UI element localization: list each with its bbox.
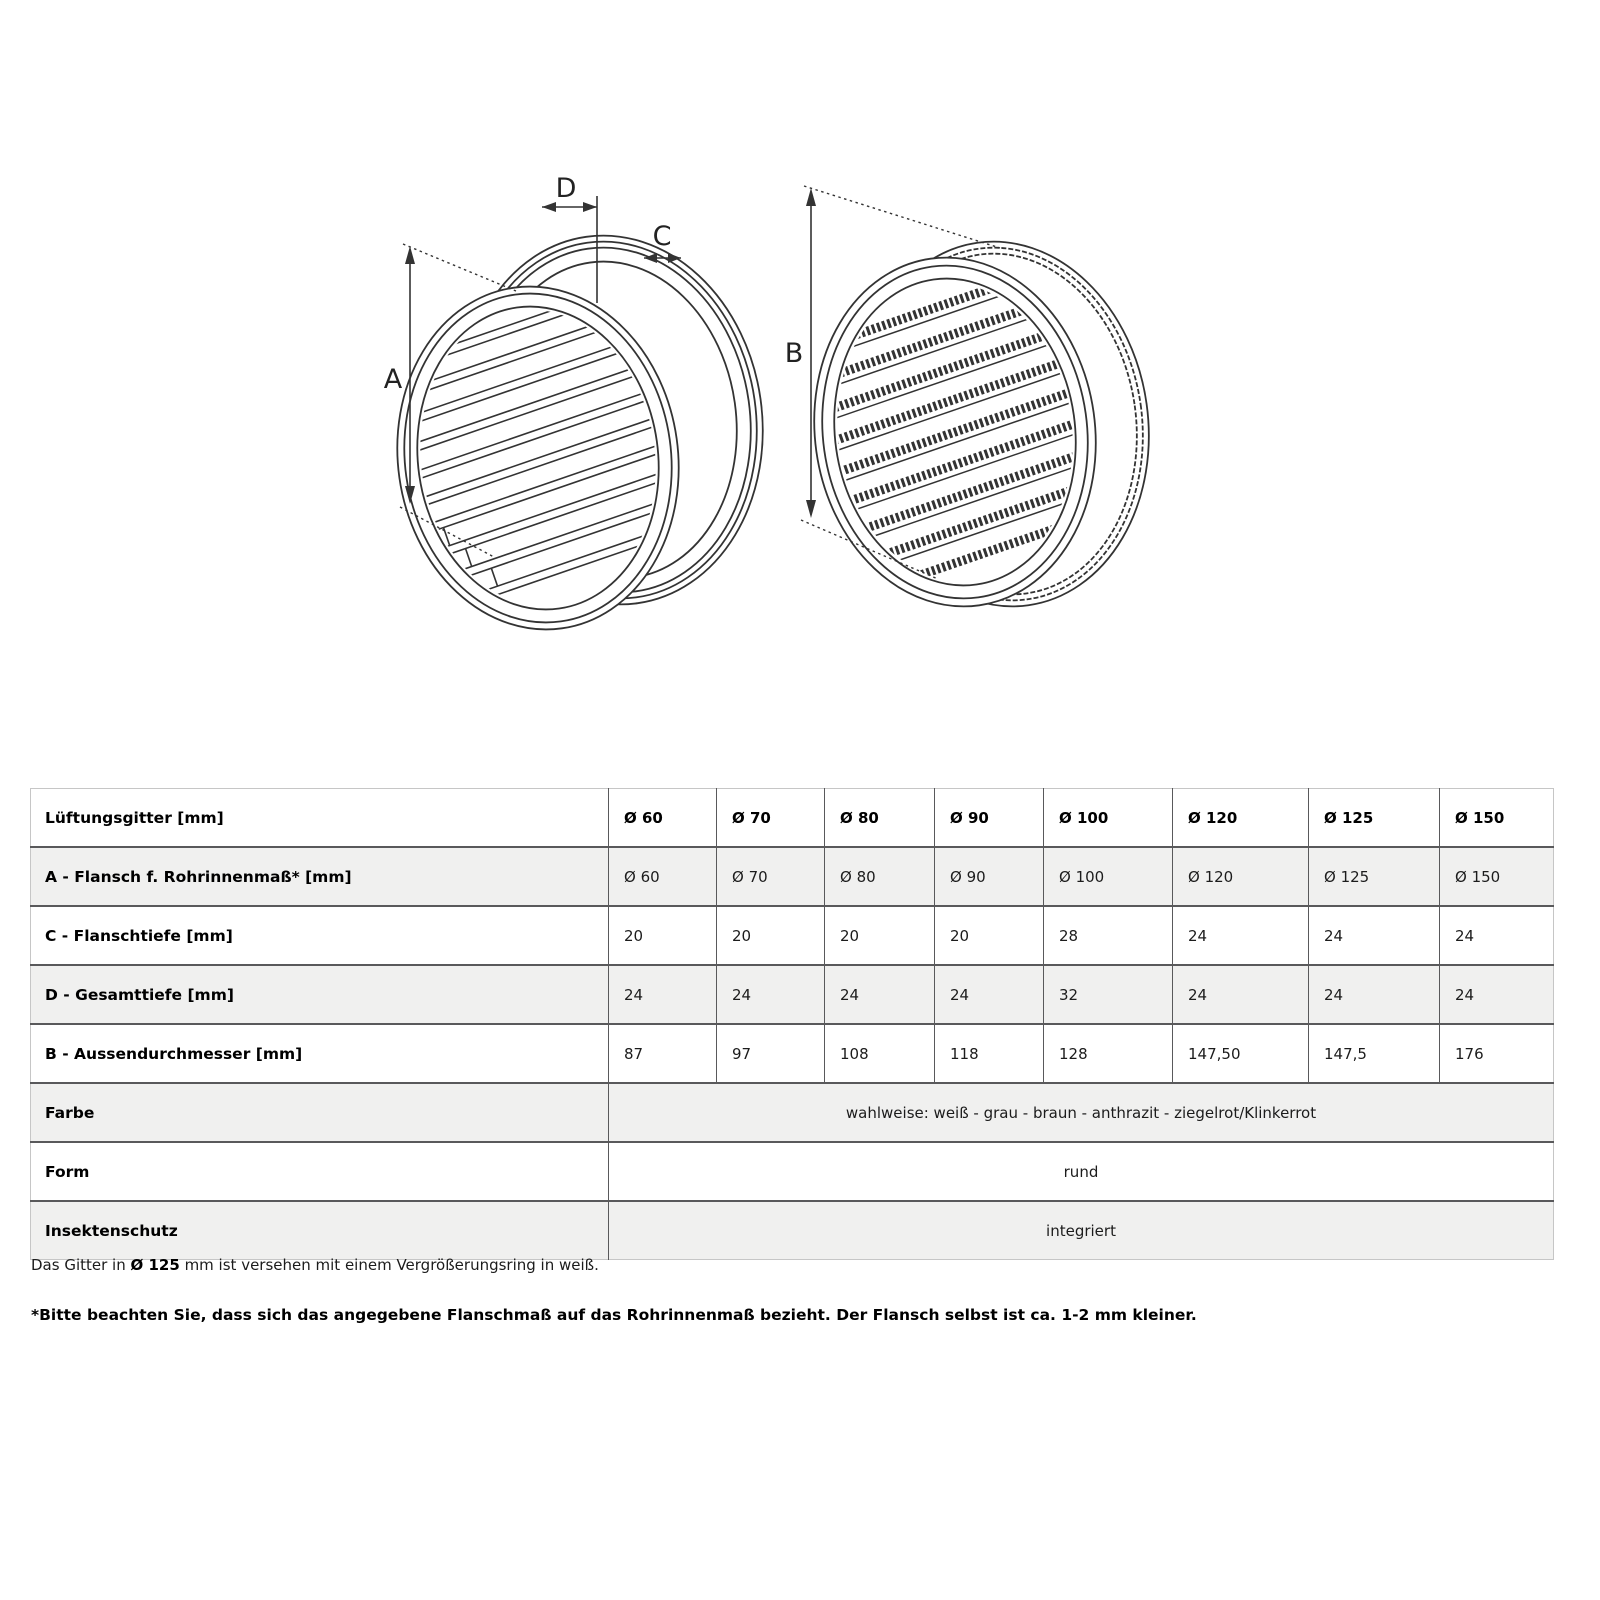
cell: Ø 150 <box>1440 847 1554 906</box>
cell: Ø 90 <box>935 847 1044 906</box>
row-label: A - Flansch f. Rohrinnenmaß* [mm] <box>31 847 609 906</box>
cell: 20 <box>717 906 825 965</box>
dimension-label-a: A <box>383 364 403 395</box>
technical-drawing <box>0 0 1600 720</box>
table-row-farbe <box>31 1083 1554 1142</box>
note-enlargement-ring <box>31 1256 599 1274</box>
table-row-aussendurchmesser <box>31 1024 1554 1083</box>
header-col: Ø 70 <box>717 789 825 848</box>
cell: 24 <box>717 965 825 1024</box>
header-label: Lüftungsgitter [mm] <box>45 808 224 827</box>
note1-suffix: mm ist versehen mit einem Vergrößerungsring in weiß. <box>179 1256 599 1274</box>
cell: 24 <box>1173 965 1309 1024</box>
cell: Ø 125 <box>1309 847 1440 906</box>
dimension-label-b: B <box>784 338 804 369</box>
cell: Ø 80 <box>825 847 935 906</box>
cell: Ø 70 <box>717 847 825 906</box>
vent-grille-diagram <box>0 0 1600 720</box>
row-label: D - Gesamttiefe [mm] <box>31 965 609 1024</box>
header-col: Ø 90 <box>935 789 1044 848</box>
cell: 24 <box>1309 906 1440 965</box>
merged-value-form: rund <box>609 1142 1554 1201</box>
cell: 118 <box>935 1024 1044 1083</box>
spec-table <box>30 788 1554 1260</box>
merged-value-insektenschutz: integriert <box>609 1201 1554 1260</box>
merged-value-farbe: wahlweise: weiß - grau - braun - anthrazit - ziegelrot/Klinkerrot <box>609 1083 1554 1142</box>
table-row-gesamttiefe <box>31 965 1554 1024</box>
cell: 87 <box>609 1024 717 1083</box>
cell: 147,50 <box>1173 1024 1309 1083</box>
header-col: Ø 125 <box>1309 789 1440 848</box>
cell: 24 <box>1440 906 1554 965</box>
cell: 28 <box>1044 906 1173 965</box>
cell: 24 <box>825 965 935 1024</box>
table-row-insektenschutz <box>31 1201 1554 1260</box>
table-row-flanschtiefe <box>31 906 1554 965</box>
cell: 24 <box>1309 965 1440 1024</box>
note1-diameter: Ø 125 <box>130 1256 180 1274</box>
table-header-row <box>31 789 1554 848</box>
table-row-form <box>31 1142 1554 1201</box>
row-label: B - Aussendurchmesser [mm] <box>31 1024 609 1083</box>
cell: 24 <box>1173 906 1309 965</box>
cell: 20 <box>825 906 935 965</box>
right-grille-drawing <box>768 223 1172 626</box>
cell: 24 <box>935 965 1044 1024</box>
cell: 176 <box>1440 1024 1554 1083</box>
row-label: C - Flanschtiefe [mm] <box>31 906 609 965</box>
header-col: Ø 80 <box>825 789 935 848</box>
header-col: Ø 120 <box>1173 789 1309 848</box>
header-col: Ø 150 <box>1440 789 1554 848</box>
header-col: Ø 100 <box>1044 789 1173 848</box>
cell: 32 <box>1044 965 1173 1024</box>
cell: Ø 100 <box>1044 847 1173 906</box>
left-grille-drawing <box>345 216 787 648</box>
dimension-label-c: C <box>652 221 672 252</box>
note1-prefix: Das Gitter in <box>31 1256 131 1274</box>
cell: 97 <box>717 1024 825 1083</box>
note-flange-size: *Bitte beachten Sie, dass sich das angegebene Flanschmaß auf das Rohrinnenmaß bezieht. Der Flansch selbst ist ca. 1-2 mm kleiner. <box>31 1306 1197 1324</box>
cell: 128 <box>1044 1024 1173 1083</box>
row-label: Farbe <box>31 1083 609 1142</box>
header-col: Ø 60 <box>609 789 717 848</box>
cell: 20 <box>609 906 717 965</box>
row-label: Insektenschutz <box>31 1201 609 1260</box>
cell: Ø 120 <box>1173 847 1309 906</box>
cell: 24 <box>1440 965 1554 1024</box>
row-label: Form <box>31 1142 609 1201</box>
table-row-flansch <box>31 847 1554 906</box>
cell: 20 <box>935 906 1044 965</box>
cell: 24 <box>609 965 717 1024</box>
dimension-label-d: D <box>555 173 577 204</box>
cell: 108 <box>825 1024 935 1083</box>
cell: Ø 60 <box>609 847 717 906</box>
cell: 147,5 <box>1309 1024 1440 1083</box>
